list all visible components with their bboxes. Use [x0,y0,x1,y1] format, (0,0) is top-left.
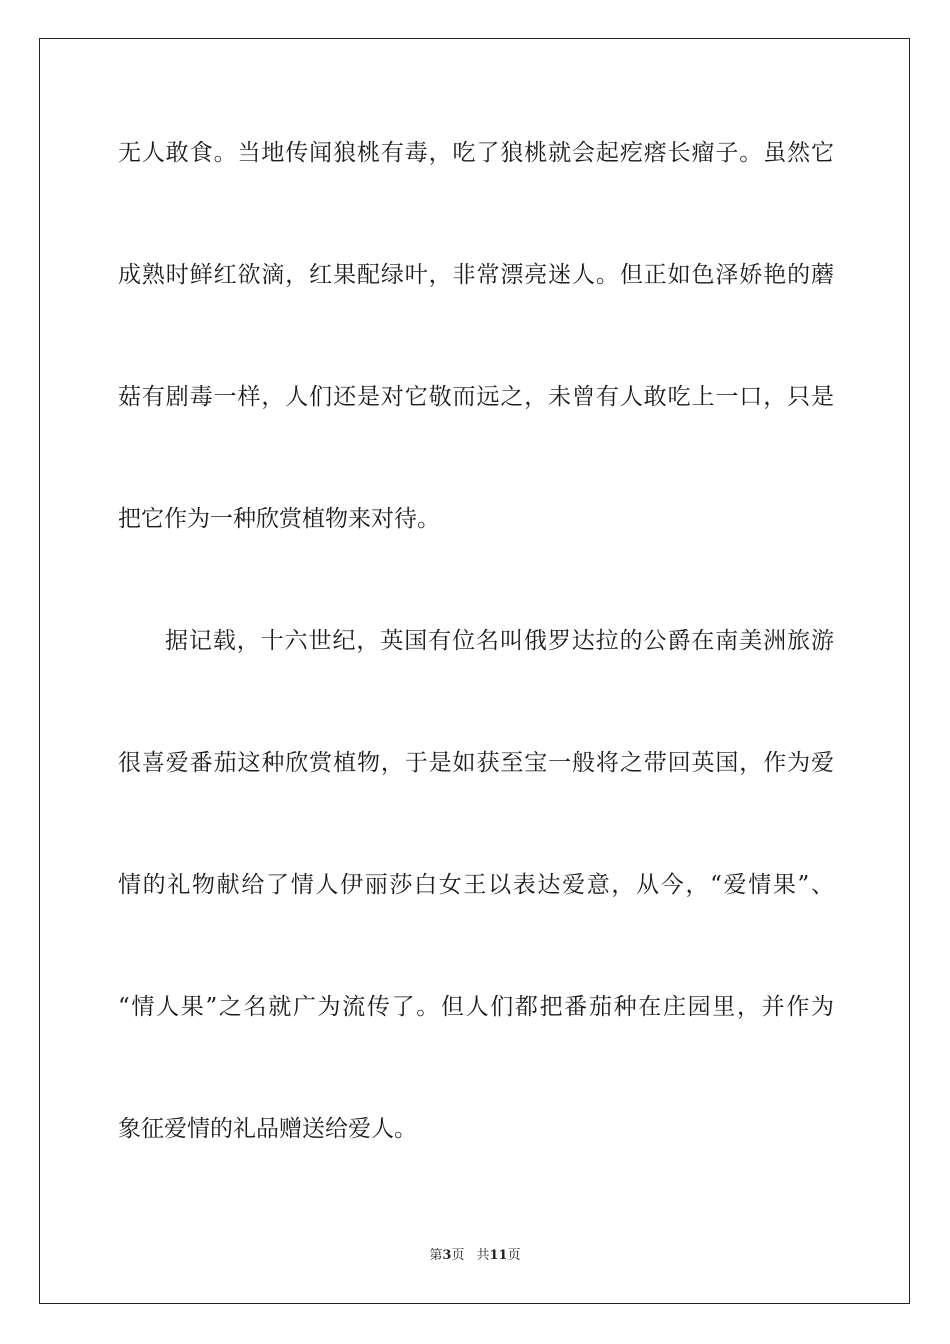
text-line: 情的礼物献给了情人伊丽莎白女王以表达爱意，从今，“爱情果”、 [118,872,834,898]
text-line: 很喜爱番茄这种欣赏植物，于是如获至宝一般将之带回英国，作为爱 [118,750,834,776]
page-suffix: 页 [451,1248,465,1263]
text-line: 成熟时鲜红欲滴，红果配绿叶，非常漂亮迷人。但正如色泽娇艳的蘑 [118,262,834,288]
text-line: 无人敢食。当地传闻狼桃有毒，吃了狼桃就会起疙瘩长瘤子。虽然它 [118,140,834,166]
page-footer [0,1247,950,1265]
total-suffix: 页 [507,1248,521,1263]
text-line: 据记载，十六世纪，英国有位名叫俄罗达拉的公爵在南美洲旅游 [165,628,834,654]
page-prefix: 第 [429,1248,443,1263]
total-prefix: 共 [476,1248,490,1263]
text-line: “情人果”之名就广为流传了。但人们都把番茄种在庄园里，并作为 [118,994,834,1020]
text-line: 象征爱情的礼品赠送给爱人。 [118,1116,417,1142]
text-line: 把它作为一种欣赏植物来对待。 [118,506,440,532]
page-number: 3 [442,1248,452,1263]
text-line: 菇有剧毒一样，人们还是对它敬而远之，未曾有人敢吃上一口，只是 [118,384,834,410]
total-pages: 11 [489,1248,508,1263]
